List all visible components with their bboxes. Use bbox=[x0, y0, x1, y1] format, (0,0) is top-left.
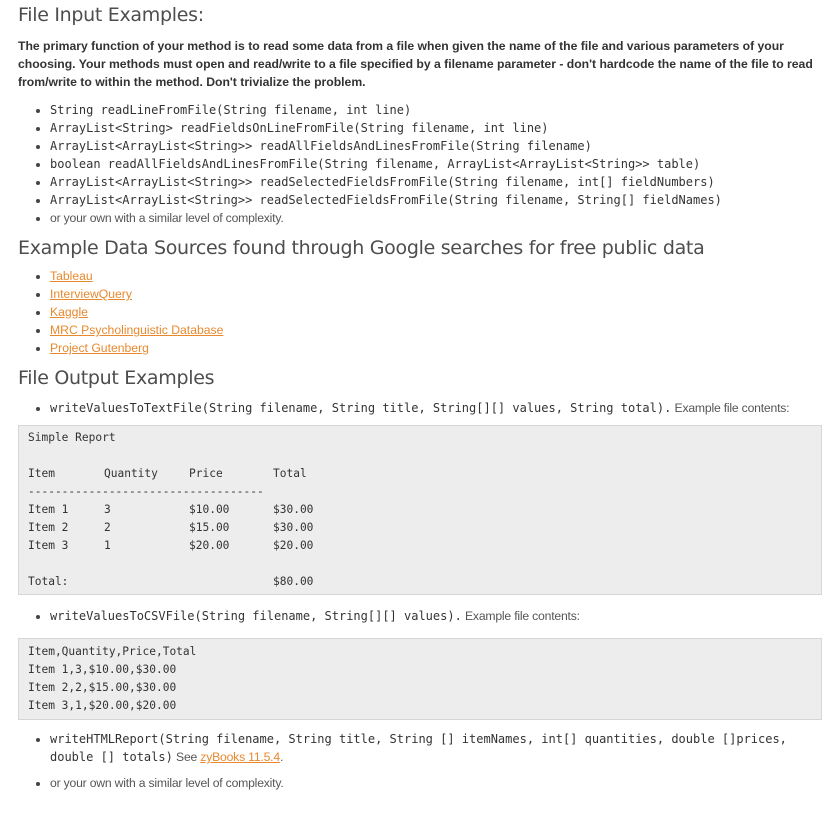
table-row bbox=[28, 519, 313, 537]
list-item bbox=[50, 607, 822, 625]
link-kaggle[interactable]: Kaggle bbox=[50, 305, 88, 319]
csv-line: Item,Quantity,Price,Total bbox=[28, 645, 197, 658]
list-item bbox=[50, 285, 822, 303]
text-method: writeValuesToTextFile(String filename, String title, String[][] values, String total). bbox=[50, 401, 672, 415]
cell: $10.00 bbox=[189, 503, 230, 516]
list-item bbox=[50, 303, 822, 321]
list-item: • ArrayList<ArrayList<String>> readSelectedFieldsFromFile(String filename, String[] fieldNames) bbox=[50, 191, 822, 209]
cell: 2 bbox=[104, 521, 111, 534]
link-zybooks[interactable]: zyBooks 11.5.4 bbox=[200, 750, 280, 764]
report-rule: ----------------------------------- bbox=[28, 485, 264, 498]
output-heading: File Output Examples bbox=[18, 367, 215, 389]
total-label: Total: bbox=[28, 575, 69, 588]
csv-block bbox=[18, 638, 822, 720]
cell: $15.00 bbox=[189, 521, 230, 534]
input-methods-list bbox=[18, 101, 822, 227]
sources-list bbox=[18, 267, 822, 357]
link-tableau[interactable]: Tableau bbox=[50, 269, 93, 283]
input-intro: The primary function of your method is to read some data from a file when given the name of the file and various parameters of your choosing. Your methods must open and read/write to a file specified by a filename parameter - don't hardcode the name of the file to read from/write to within the method. Don't trivialize the problem. bbox=[18, 39, 813, 89]
list-item: • String readLineFromFile(String filename, int line) bbox=[50, 101, 822, 119]
cell: 1 bbox=[104, 539, 111, 552]
col-header: Total bbox=[273, 467, 307, 480]
list-item: • ArrayList<String> readFieldsOnLineFromFile(String filename, int line) bbox=[50, 119, 822, 137]
list-item: • writeHTMLReport(String filename, String title, String [] itemNames, int[] quantities, double []prices, double [] totals) See zyBooks 11.5.4. bbox=[50, 730, 822, 766]
html-method-list bbox=[18, 730, 822, 792]
cell: Item 3 bbox=[28, 539, 69, 552]
own-note: or your own with a similar level of complexity. bbox=[50, 776, 284, 790]
table-row bbox=[28, 501, 313, 519]
list-item: • ArrayList<ArrayList<String>> readSelectedFieldsFromFile(String filename, int[] fieldNumbers) bbox=[50, 173, 822, 191]
cell: Item 1 bbox=[28, 503, 69, 516]
csv-line: Item 1,3,$10.00,$30.00 bbox=[28, 663, 177, 676]
link-project-gutenberg[interactable]: Project Gutenberg bbox=[50, 341, 149, 355]
link-interviewquery[interactable]: InterviewQuery bbox=[50, 287, 132, 301]
report-table bbox=[28, 465, 313, 591]
csv-method-list bbox=[18, 607, 822, 625]
list-item: • boolean readAllFieldsAndLinesFromFile(String filename, ArrayList<ArrayList<String>> table) bbox=[50, 155, 822, 173]
col-header: Quantity bbox=[104, 467, 158, 480]
list-item bbox=[50, 321, 822, 339]
input-heading: File Input Examples: bbox=[18, 4, 204, 26]
own-note: or your own with a similar level of complexity. bbox=[50, 211, 284, 225]
cell: $30.00 bbox=[273, 503, 314, 516]
total-value: $80.00 bbox=[273, 575, 314, 588]
list-item bbox=[50, 774, 822, 792]
text-report-block bbox=[18, 425, 822, 595]
list-item: • ArrayList<ArrayList<String>> readAllFieldsAndLinesFromFile(String filename) bbox=[50, 137, 822, 155]
col-header: Item bbox=[28, 467, 55, 480]
report-title: Simple Report bbox=[28, 431, 116, 444]
list-item bbox=[50, 339, 822, 357]
text-method-list bbox=[18, 399, 822, 417]
sources-heading: Example Data Sources found through Google searches for free public data bbox=[18, 237, 705, 259]
csv-line: Item 2,2,$15.00,$30.00 bbox=[28, 681, 177, 694]
table-header-row bbox=[28, 465, 313, 483]
col-header: Price bbox=[189, 467, 223, 480]
csv-method-suffix: Example file contents: bbox=[461, 609, 580, 623]
total-row bbox=[28, 573, 313, 591]
cell: Item 2 bbox=[28, 521, 69, 534]
cell: 3 bbox=[104, 503, 111, 516]
cell: $20.00 bbox=[189, 539, 230, 552]
html-method: writeHTMLReport(String filename, String title, String [] itemNames, int[] quantities, double []prices, double [] totals) bbox=[50, 732, 787, 764]
list-item bbox=[50, 209, 822, 227]
table-row bbox=[28, 537, 313, 555]
cell: $30.00 bbox=[273, 521, 314, 534]
link-mrc-database[interactable]: MRC Psycholinguistic Database bbox=[50, 323, 224, 337]
csv-line: Item 3,1,$20.00,$20.00 bbox=[28, 699, 177, 712]
cell: $20.00 bbox=[273, 539, 314, 552]
list-item bbox=[50, 267, 822, 285]
csv-method: writeValuesToCSVFile(String filename, String[][] values). bbox=[50, 609, 462, 623]
list-item bbox=[50, 399, 822, 417]
text-method-suffix: Example file contents: bbox=[671, 401, 790, 415]
